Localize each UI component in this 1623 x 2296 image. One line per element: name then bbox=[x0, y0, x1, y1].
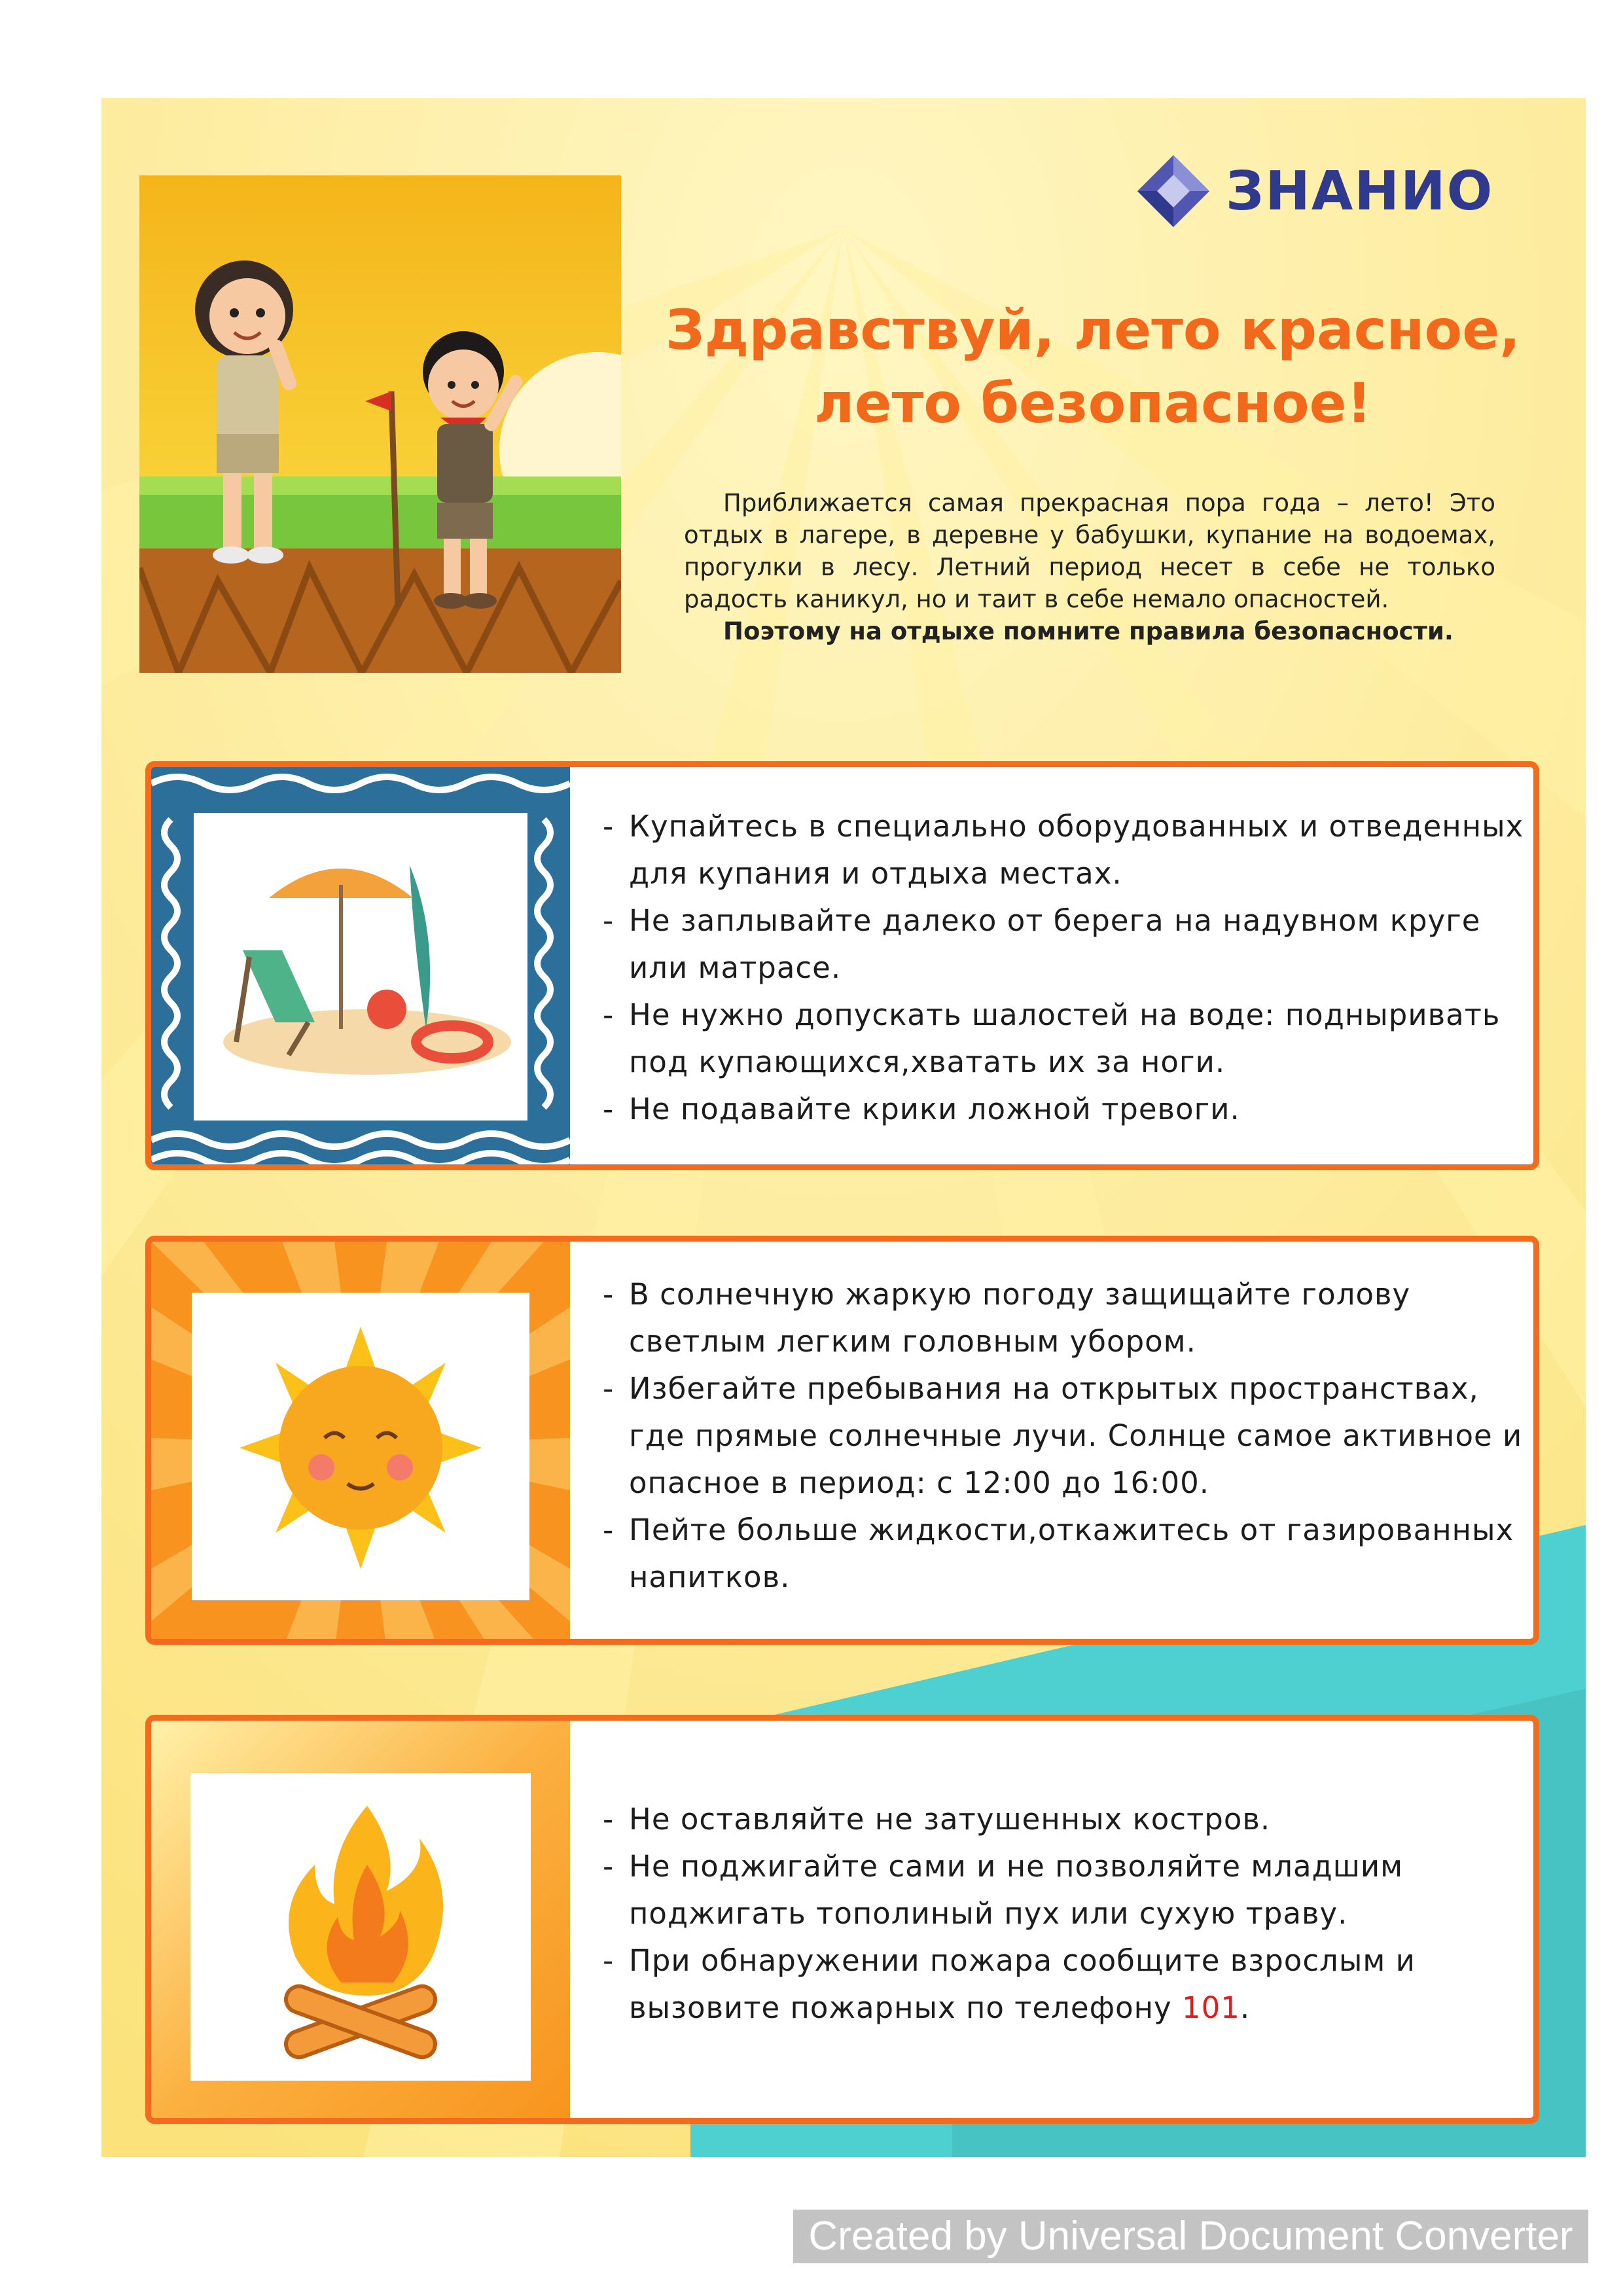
phone-suffix: . bbox=[1240, 1990, 1251, 2025]
list-item: - Избегайте пребывания на открытых пространствах, где прямые солнечные лучи. Солнце самое активное и опасное в период: с 12:00 до 16:00. bbox=[603, 1365, 1527, 1507]
list-item: - В солнечную жаркую погоду защищайте голову светлым легким головным убором. bbox=[603, 1271, 1527, 1365]
intro-bold-line: Поэтому на отдыхе помните правила безопасности. bbox=[723, 617, 1454, 645]
title-line-2: лето безопасное! bbox=[814, 371, 1372, 435]
list-item: - Купайтесь в специально оборудованных и отведенных для купания и отдыха местах. bbox=[603, 803, 1527, 897]
panel-fire-safety bbox=[145, 1715, 1539, 2124]
intro-text bbox=[684, 487, 1495, 647]
panel-water-safety bbox=[145, 761, 1539, 1170]
emergency-phone-number: 101 bbox=[1181, 1990, 1240, 2025]
title-line-1: Здравствуй, лето красное, bbox=[665, 298, 1521, 362]
logo-text: ЗНАНИО bbox=[1226, 160, 1494, 223]
list-item: - Пейте больше жидкости,откажитесь от газированных напитков. bbox=[603, 1507, 1527, 1601]
list-item: - Не заплывайте далеко от берега на надувном круге или матрасе. bbox=[603, 897, 1527, 992]
brand-logo bbox=[1134, 152, 1493, 230]
list-item: - Не подавайте крики ложной тревоги. bbox=[603, 1086, 1527, 1133]
water-rules-list bbox=[603, 803, 1527, 1133]
list-item bbox=[603, 1937, 1527, 2032]
page-title bbox=[625, 293, 1561, 440]
panel-sun-safety bbox=[145, 1236, 1539, 1645]
kids-hero-image bbox=[139, 175, 621, 673]
intro-paragraph: Приближается самая прекрасная пора года – лето! Это отдых в лагере, в деревне у бабушки, купание на водоемах, прогулки в лесу. Летний период несет в себе не только радость каникул, но и таит в себе немало опасностей. bbox=[684, 489, 1495, 613]
poster bbox=[101, 98, 1586, 2157]
footer-watermark: Created by Universal Document Converter bbox=[793, 2210, 1588, 2263]
list-item: - Не поджигайте сами и не позволяйте младшим поджигать тополиный пух или сухую траву. bbox=[603, 1843, 1527, 1937]
sun-icon bbox=[240, 1327, 482, 1569]
sun-rules-list bbox=[603, 1271, 1527, 1601]
diamond-logo-icon bbox=[1134, 152, 1213, 230]
fire-rules-list bbox=[603, 1796, 1527, 2032]
water-art bbox=[151, 767, 570, 1170]
fire-art bbox=[151, 1721, 570, 2124]
sun-art bbox=[151, 1242, 570, 1645]
list-item: - Не оставляйте не затушенных костров. bbox=[603, 1796, 1527, 1843]
list-item: - Не нужно допускать шалостей на воде: подныривать под купающихся,хватать их за ноги. bbox=[603, 992, 1527, 1086]
fire-last-rule-text: При обнаружении пожара сообщите взрослым и вызовите пожарных по телефону bbox=[629, 1943, 1416, 2025]
